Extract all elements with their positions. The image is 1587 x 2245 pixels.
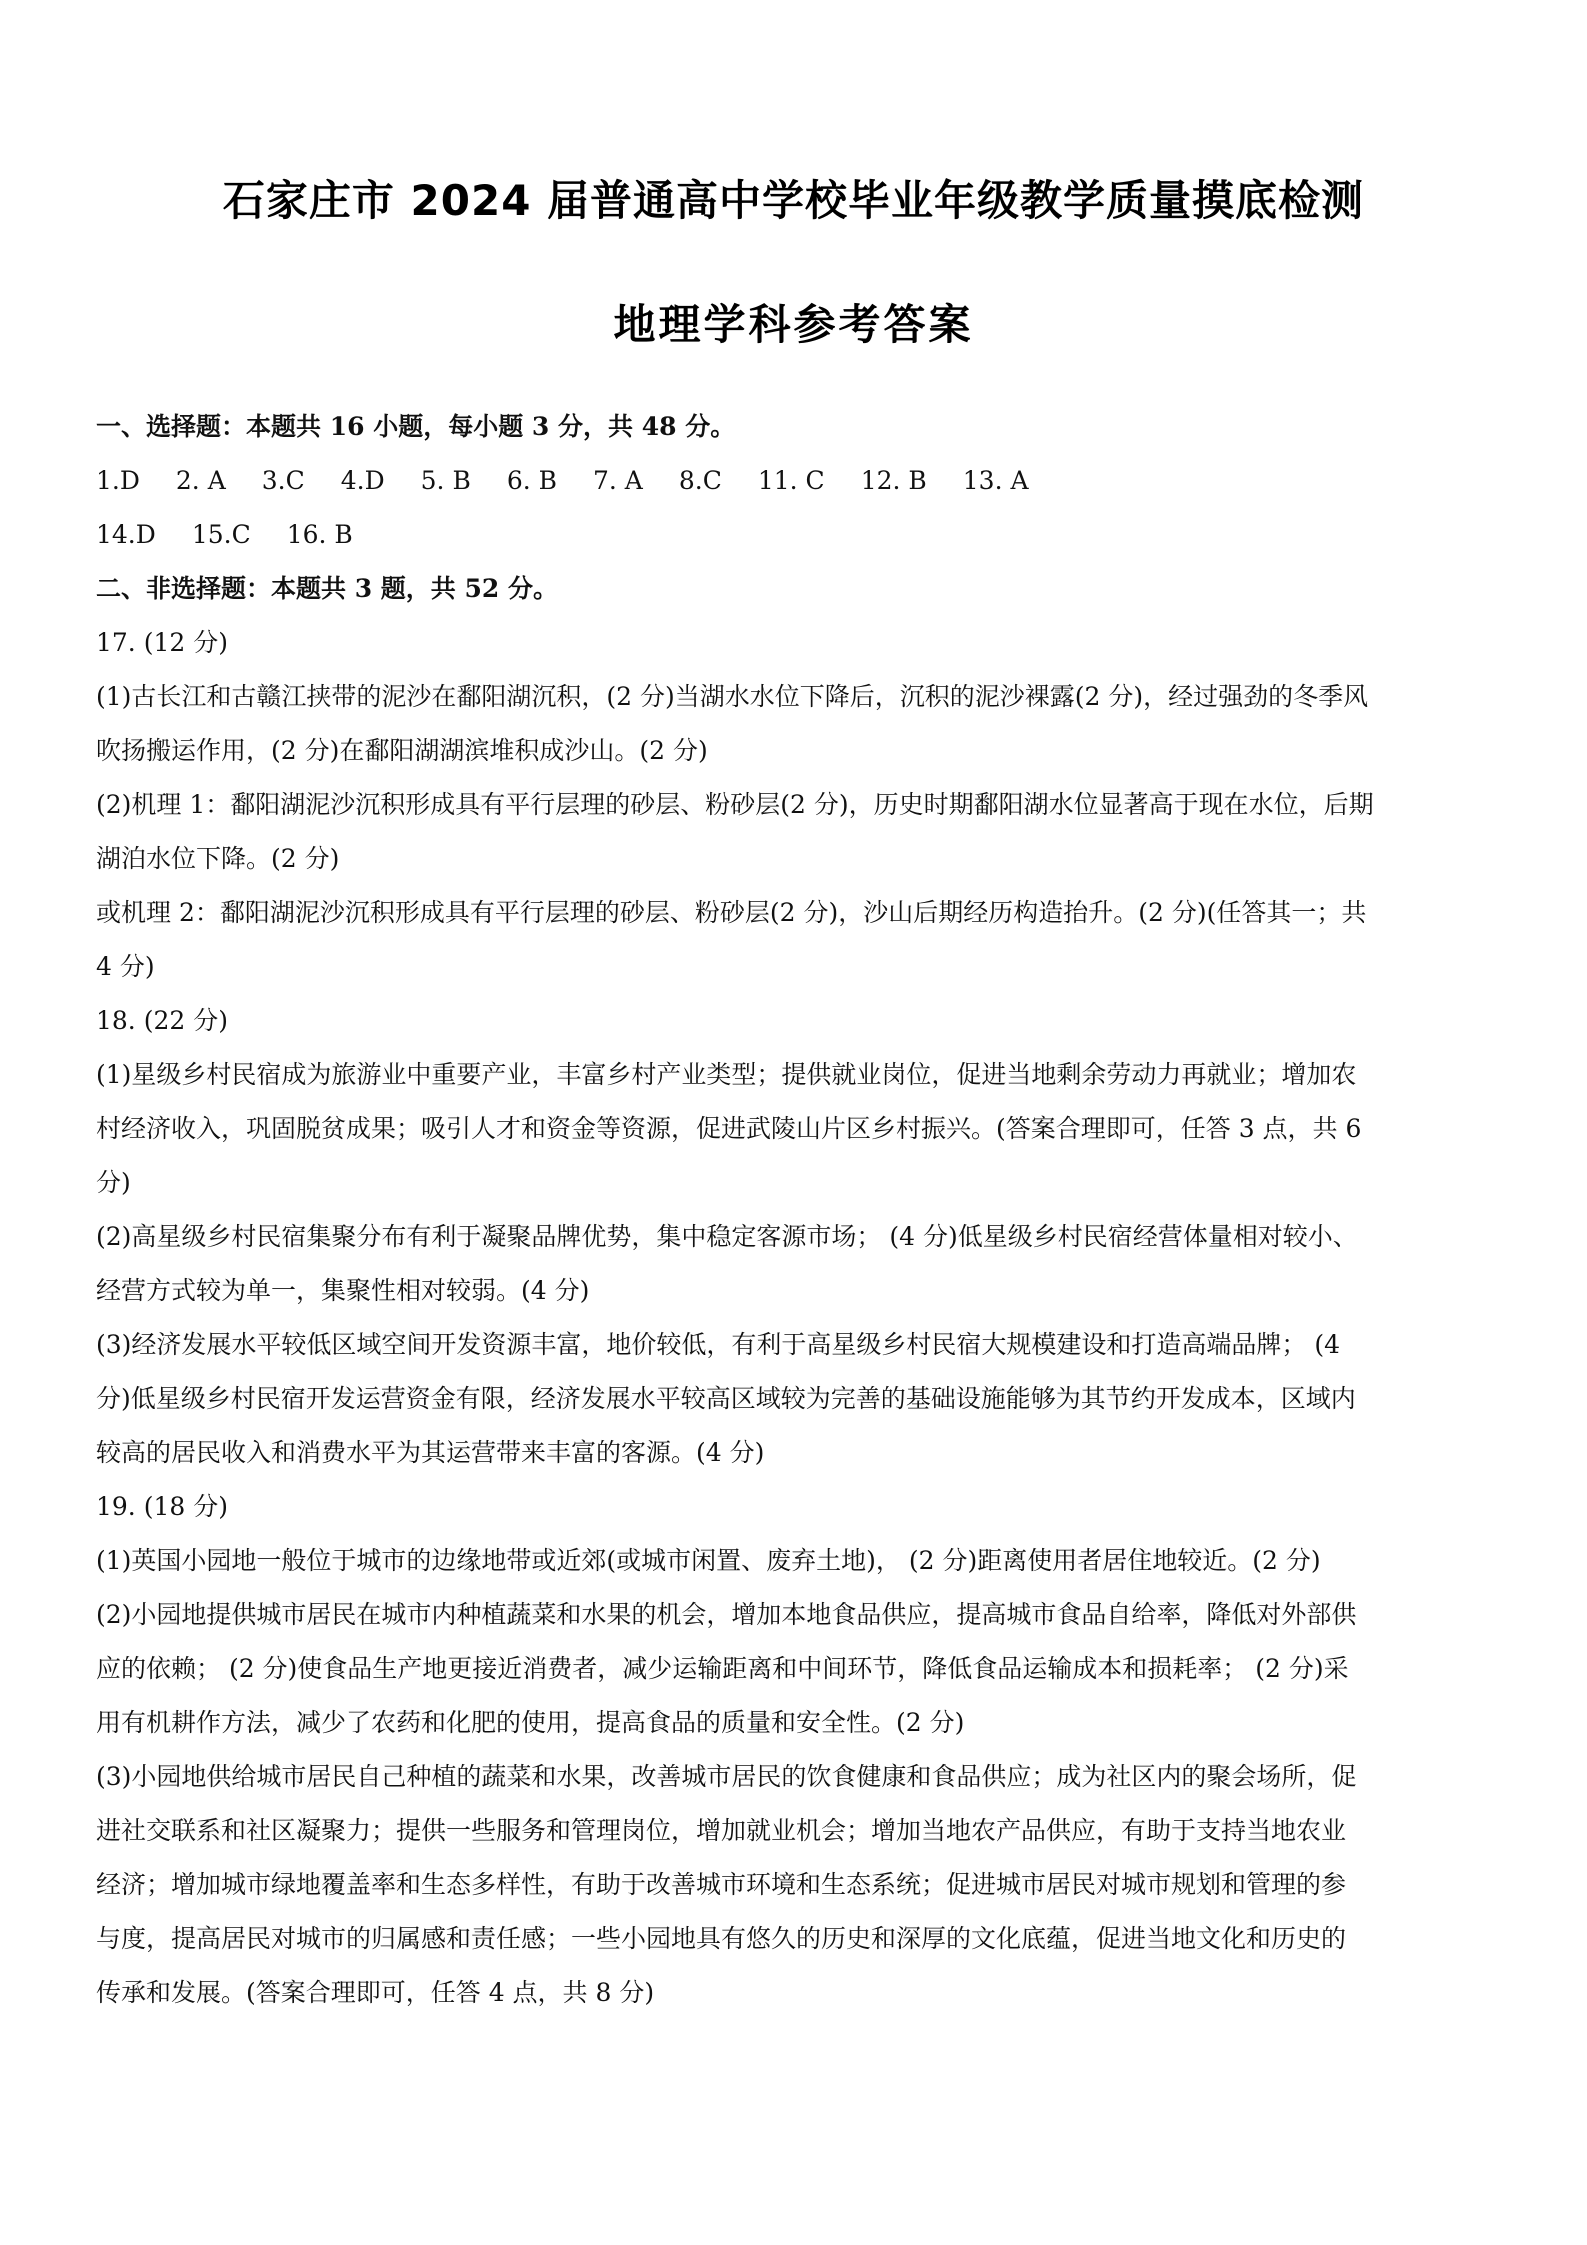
answer-line: 应的依赖； (2 分)使食品生产地更接近消费者，减少运输距离和中间环节，降低食品运输成本和损耗率； (2 分)采 (96, 1654, 1349, 1683)
answer-line: 或机理 2：鄱阳湖泥沙沉积形成具有平行层理的砂层、粉砂层(2 分)，沙山后期经历构造抬升。(2 分)(任答其一；共 (96, 898, 1367, 927)
answer-line: 用有机耕作方法，减少了农药和化肥的使用，提高食品的质量和安全性。(2 分) (96, 1708, 965, 1737)
mc-answer: 13. A (962, 466, 1029, 495)
answer-line: 19. (18 分) (96, 1492, 228, 1521)
answer-line: 18. (22 分) (96, 1006, 228, 1035)
section1-heading: 一、选择题：本题共 16 小题，每小题 3 分，共 48 分。 (96, 412, 736, 441)
answer-text-lines (96, 616, 1491, 2020)
answer-line: 湖泊水位下降。(2 分) (96, 844, 340, 873)
answer-content (96, 400, 1491, 2020)
document-subtitle: 地理学科参考答案 (613, 300, 974, 349)
answer-line: 分)低星级乡村民宿开发运营资金有限，经济发展水平较高区域较为完善的基础设施能够为其节约开发成本，区域内 (96, 1384, 1356, 1413)
answer-line: (2)机理 1：鄱阳湖泥沙沉积形成具有平行层理的砂层、粉砂层(2 分)，历史时期鄱阳湖水位显著高于现在水位，后期 (96, 790, 1374, 819)
answer-line: 进社交联系和社区凝聚力；提供一些服务和管理岗位，增加就业机会；增加当地农产品供应，有助于支持当地农业 (96, 1816, 1347, 1845)
mc-answer: 11. C (757, 466, 825, 495)
mc-answer: 12. B (860, 466, 927, 495)
answer-line: 与度，提高居民对城市的归属感和责任感；一些小园地具有悠久的历史和深厚的文化底蕴，促进当地文化和历史的 (96, 1924, 1347, 1953)
answer-line: 村经济收入，巩固脱贫成果；吸引人才和资金等资源，促进武陵山片区乡村振兴。(答案合理即可，任答 3 点，共 6 (96, 1114, 1362, 1143)
answer-line: 吹扬搬运作用，(2 分)在鄱阳湖湖滨堆积成沙山。(2 分) (96, 736, 708, 765)
mc-answer: 16. B (286, 520, 353, 549)
answer-line: 4 分) (96, 952, 155, 981)
answer-line: (3)经济发展水平较低区域空间开发资源丰富，地价较低，有利于高星级乡村民宿大规模建设和打造高端品牌； (4 (96, 1330, 1341, 1359)
mc-answer: 3.C (261, 466, 305, 495)
mc-answers-row2 (96, 508, 1491, 562)
mc-answer: 8.C (678, 466, 722, 495)
answer-line: 经济；增加城市绿地覆盖率和生态多样性，有助于改善城市环境和生态系统；促进城市居民对城市规划和管理的参 (96, 1870, 1347, 1899)
mc-answer: 7. A (593, 466, 643, 495)
mc-answer: 14.D (96, 520, 156, 549)
answer-line: (1)星级乡村民宿成为旅游业中重要产业，丰富乡村产业类型；提供就业岗位，促进当地剩余劳动力再就业；增加农 (96, 1060, 1357, 1089)
mc-answer: 2. A (175, 466, 226, 495)
answer-line: (2)小园地提供城市居民在城市内种植蔬菜和水果的机会，增加本地食品供应，提高城市食品自给率，降低对外部供 (96, 1600, 1357, 1629)
mc-answer: 15.C (191, 520, 251, 549)
answer-line: (1)古长江和古赣江挟带的泥沙在鄱阳湖沉积，(2 分)当湖水水位下降后，沉积的泥沙裸露(2 分)，经过强劲的冬季风 (96, 682, 1369, 711)
mc-answer: 5. B (420, 466, 471, 495)
mc-answer: 1.D (96, 466, 140, 495)
section2-heading: 二、非选择题：本题共 3 题，共 52 分。 (96, 574, 559, 603)
answer-line: 经营方式较为单一，集聚性相对较弱。(4 分) (96, 1276, 590, 1305)
answer-line: 17. (12 分) (96, 628, 228, 657)
answer-line: (1)英国小园地一般位于城市的边缘地带或近郊(或城市闲置、废弃土地)， (2 分)距离使用者居住地较近。(2 分) (96, 1546, 1321, 1575)
mc-answers-row1 (96, 454, 1491, 508)
answer-line: 传承和发展。(答案合理即可，任答 4 点，共 8 分) (96, 1978, 655, 2007)
mc-answer: 4.D (340, 466, 385, 495)
document-title: 石家庄市 2024 届普通高中学校毕业年级教学质量摸底检测 (222, 176, 1365, 225)
answer-line: (2)高星级乡村民宿集聚分布有利于凝聚品牌优势，集中稳定客源市场； (4 分)低星级乡村民宿经营体量相对较小、 (96, 1222, 1358, 1251)
answer-line: 分) (96, 1168, 131, 1197)
answer-line: 较高的居民收入和消费水平为其运营带来丰富的客源。(4 分) (96, 1438, 765, 1467)
mc-answer: 6. B (506, 466, 557, 495)
answer-line: (3)小园地供给城市居民自己种植的蔬菜和水果，改善城市居民的饮食健康和食品供应；成为社区内的聚会场所，促 (96, 1762, 1357, 1791)
